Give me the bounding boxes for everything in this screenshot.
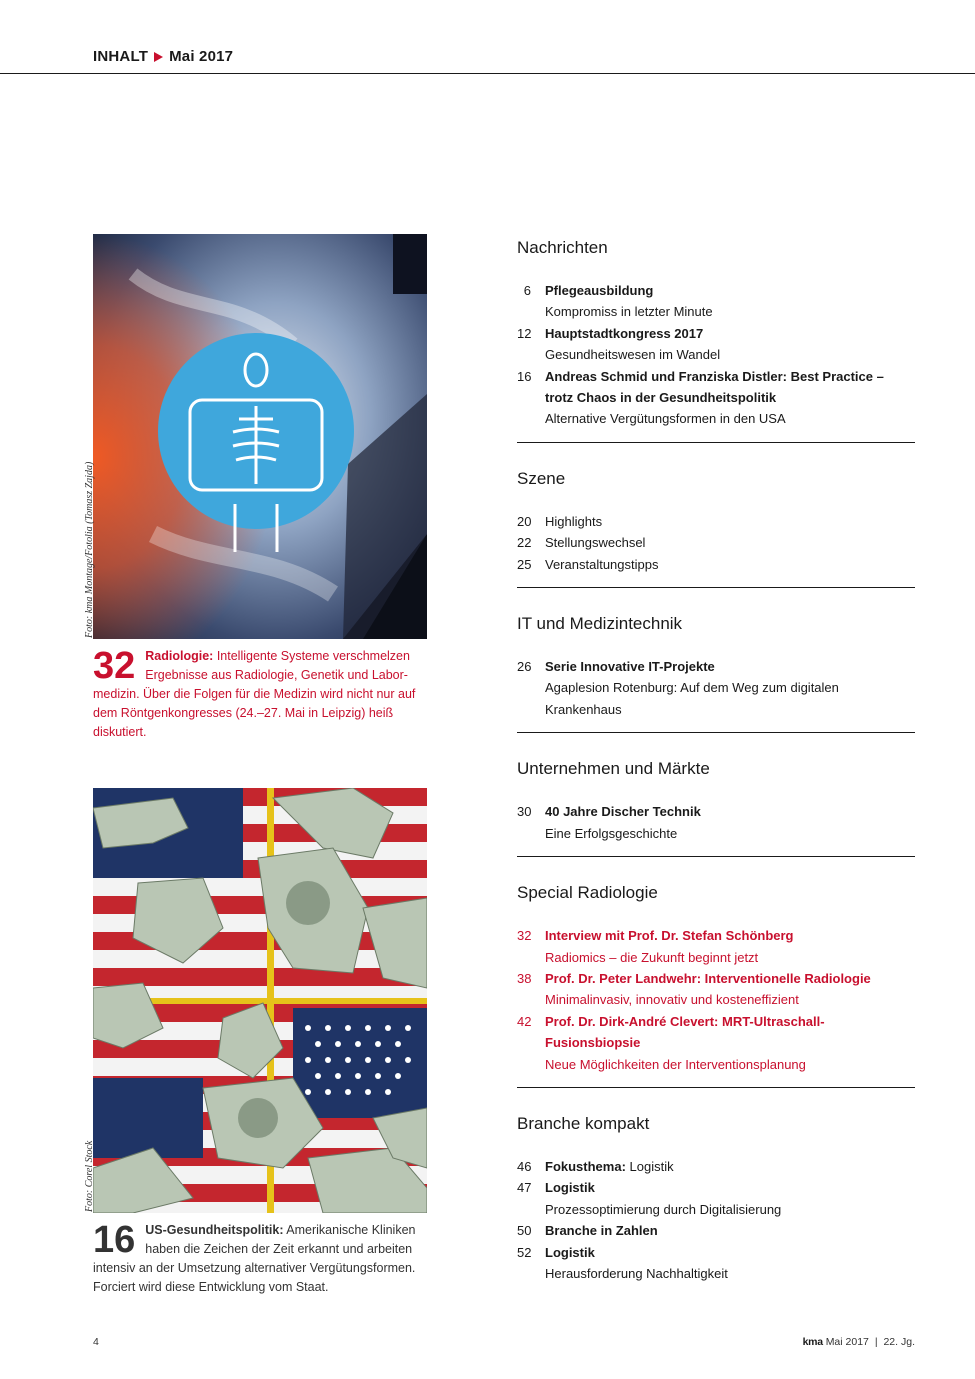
footer-separator: | (874, 1336, 878, 1348)
toc-entry-title: Prof. Dr. Dirk-André Clevert: MRT-Ultraschall-Fusionsbiopsie (545, 1013, 825, 1051)
toc-entry[interactable] (517, 968, 915, 1011)
toc-page-number: 6 (523, 283, 531, 298)
toc-section (517, 238, 915, 443)
footer-volume: 22. Jg. (883, 1336, 915, 1348)
radiology-image (93, 234, 427, 639)
toc-entry-title: Pflegeausbildung (545, 283, 654, 298)
photo-credit: Foto: Corel Stock (84, 1140, 95, 1212)
header-divider (0, 73, 975, 74)
toc-entry[interactable] (517, 554, 915, 575)
toc-page-number: 47 (517, 1180, 532, 1196)
brand-logo: kma (802, 1336, 823, 1348)
toc-page-number: 25 (517, 556, 532, 572)
toc-entry[interactable] (517, 323, 915, 366)
toc-page-number: 52 (517, 1244, 532, 1260)
caption-text: Amerikanische Kliniken haben die Zeichen der Zeit erkannt und arbeiten intensiv an der Umsetzung alternativer Vergütungsformen. Forciert wird diese Entwicklung vom Staat. (93, 1223, 416, 1294)
toc-entry-subtitle: Kompromiss in letzter Minute (545, 304, 713, 320)
toc-page-number: 22 (517, 535, 532, 551)
toc-section-heading: IT und Medizintechnik (517, 614, 683, 634)
toc-entry-title: Prof. Dr. Peter Landwehr: Interventionelle Radiologie (545, 970, 871, 986)
toc-entry-subtitle: Alternative Vergütungsformen in den USA (545, 411, 786, 427)
caption-lead: Radiologie: (145, 649, 214, 663)
toc-section (517, 1114, 915, 1296)
toc-entry[interactable] (517, 1220, 915, 1241)
toc-entry[interactable] (517, 1242, 915, 1285)
toc-entry[interactable] (517, 1011, 915, 1075)
toc-section (517, 883, 915, 1088)
toc-page-number: 42 (517, 1013, 532, 1029)
toc-entry-label: Logistik (625, 1158, 674, 1174)
toc-entry-label: Stellungswechsel (545, 535, 646, 551)
toc-page-number: 26 (517, 659, 532, 675)
page-number: 4 (93, 1336, 99, 1348)
toc-section-heading: Unternehmen und Märkte (517, 759, 710, 779)
footer-issue-info (803, 1336, 915, 1348)
image-caption (93, 647, 438, 742)
toc-entry-title: Fokusthema: (545, 1158, 626, 1174)
arrow-right-icon (154, 52, 163, 62)
toc-entry-subtitle: Gesundheitswesen im Wandel (545, 347, 721, 363)
toc-page-number: 16 (517, 368, 532, 384)
caption-lead: US-Gesundheitspolitik: (145, 1223, 284, 1237)
toc-section (517, 469, 915, 588)
toc-entry[interactable] (517, 280, 915, 323)
toc-entry-title: Andreas Schmid und Franziska Distler: Best Practice – trotz Chaos in der Gesundheitspolitik (545, 368, 884, 406)
photo-credit: Foto: kma Montage/Fotolia (Tomasz Zajda) (84, 461, 95, 638)
toc-entry[interactable] (517, 925, 915, 968)
toc-entry-subtitle: Radiomics – die Zukunft beginnt jetzt (545, 949, 759, 965)
us-dollar-image (93, 788, 427, 1213)
toc-section-heading: Nachrichten (517, 238, 608, 257)
toc-page-number: 32 (517, 928, 532, 944)
toc-entry-title: Hauptstadtkongress 2017 (545, 325, 704, 341)
toc-page-number: 20 (517, 513, 532, 529)
toc-entry[interactable] (517, 801, 915, 844)
toc-entry-subtitle: Eine Erfolgsgeschichte (545, 825, 678, 841)
toc-entry-title: 40 Jahre Discher Technik (545, 804, 701, 820)
section-label: INHALT (93, 48, 149, 65)
toc-entry-label: Veranstaltungstipps (545, 556, 659, 572)
caption-page-number: 32 (93, 645, 136, 687)
image-caption (93, 1221, 438, 1297)
toc-entry-subtitle: Prozessoptimierung durch Digitalisierung (545, 1201, 782, 1217)
toc-entry-title: Logistik (545, 1244, 595, 1260)
issue-label: Mai 2017 (169, 48, 234, 65)
toc-section-heading: Branche kompakt (517, 1113, 650, 1133)
toc-page-number: 30 (517, 804, 532, 820)
toc-section-heading: Special Radiologie (517, 883, 658, 903)
toc-page-number: 38 (517, 970, 532, 986)
toc-entry[interactable] (517, 366, 915, 430)
caption-page-number: 16 (93, 1219, 136, 1261)
toc-entry-subtitle: Neue Möglichkeiten der Interventionsplanung (545, 1056, 806, 1072)
table-of-contents (517, 238, 915, 1322)
toc-entry-subtitle: Minimalinvasiv, innovativ und kosteneffizient (545, 992, 799, 1008)
toc-page-number: 12 (517, 325, 532, 341)
toc-entry-title: Branche in Zahlen (545, 1223, 658, 1239)
footer-issue: Mai 2017 (825, 1336, 869, 1348)
toc-page-number: 50 (517, 1223, 532, 1239)
page-header (93, 48, 233, 65)
toc-entry-subtitle: Agaplesion Rotenburg: Auf dem Weg zum digitalen Krankenhaus (545, 680, 839, 717)
toc-entry-subtitle: Herausforderung Nachhaltigkeit (545, 1265, 728, 1281)
toc-entry[interactable] (517, 656, 915, 720)
toc-section (517, 759, 915, 857)
toc-entry-label: Highlights (545, 513, 603, 529)
toc-entry[interactable] (517, 1156, 915, 1177)
toc-section-heading: Szene (517, 468, 566, 488)
toc-entry[interactable] (517, 532, 915, 553)
toc-page-number: 46 (517, 1158, 532, 1174)
toc-entry[interactable] (517, 511, 915, 532)
toc-entry[interactable] (517, 1177, 915, 1220)
toc-section (517, 614, 915, 733)
toc-entry-title: Serie Innovative IT-Projekte (545, 659, 715, 675)
caption-text: Intelligente Systeme verschmelzen Ergebnisse aus Radiologie, Genetik und Labor-medizin. Über die Folgen für die Medizin wird nicht nur auf dem Röntgenkongresses (24.–27. Mai in Leipzig) heiß diskutiert. (93, 649, 416, 739)
toc-entry-title: Logistik (545, 1180, 595, 1196)
toc-entry-title: Interview mit Prof. Dr. Stefan Schönberg (545, 928, 794, 944)
